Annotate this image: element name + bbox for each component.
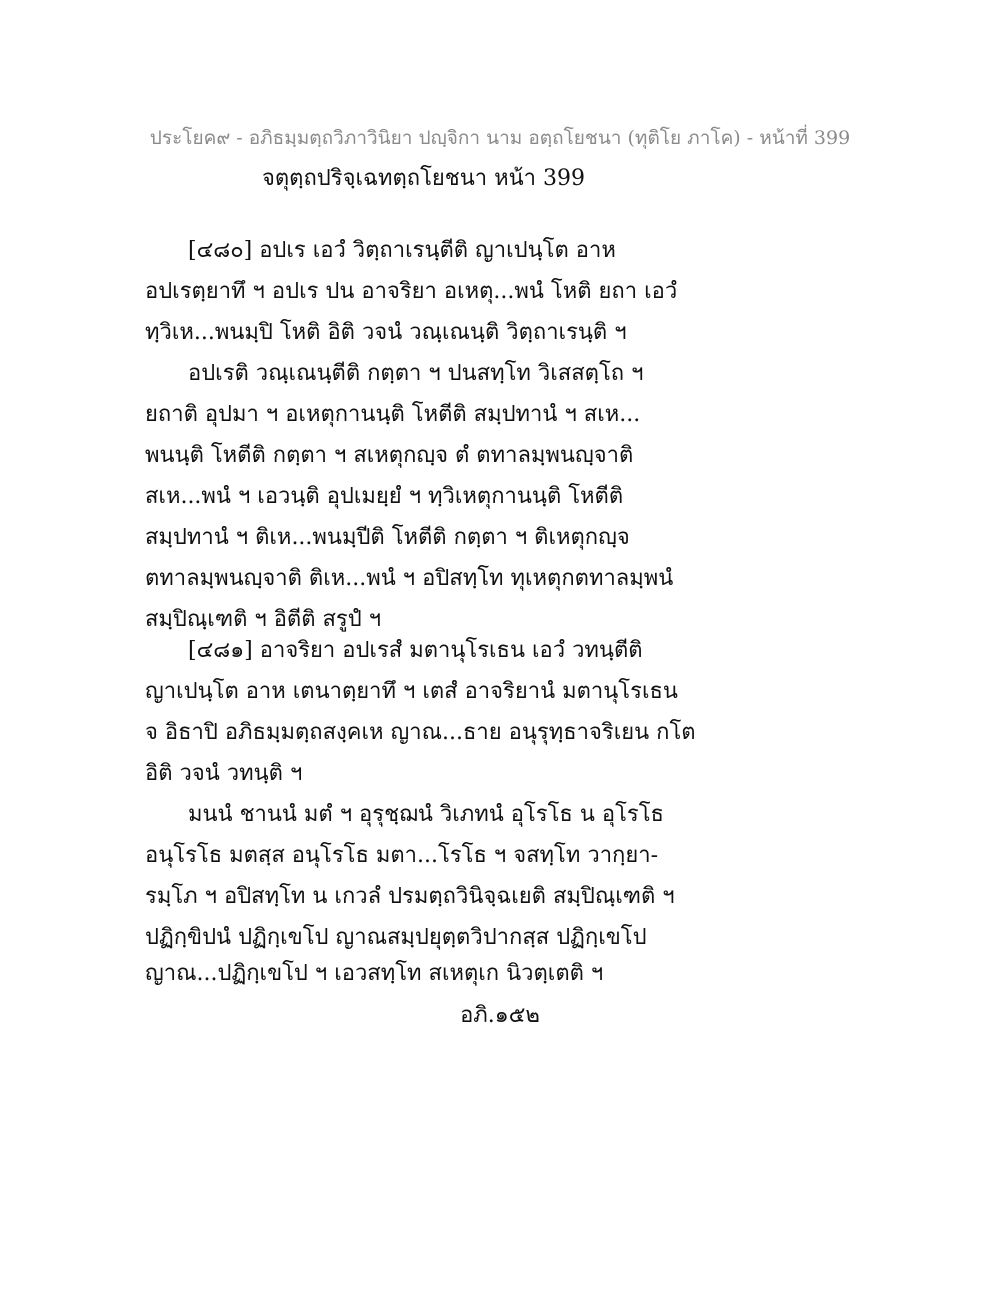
paragraph-line: ตทาลมฺพนญฺจาติ ติเห...พนํ ฯ อปิสทฺโท ทุเหตุกตทาลมฺพนํ: [145, 566, 674, 591]
paragraph-line: อิติ วจนํ วทนฺติ ฯ: [145, 761, 303, 786]
paragraph-line: ทฺวิเห...พนมฺปิ โหติ อิติ วจนํ วณฺเณนฺติ วิตฺถาเรนฺติ ฯ: [145, 320, 627, 345]
paragraph-line: ญาณ...ปฏิกฺเขโป ฯ เอวสทฺโท สเหตุเก นิวตฺเตติ ฯ: [145, 961, 604, 986]
paragraph-line: สมฺปทานํ ฯ ติเห...พนมฺปีติ โหตีติ กตฺตา ฯ ติเหตุกญฺจ: [145, 525, 630, 550]
paragraph-line: พนนฺติ โหตีติ กตฺตา ฯ สเหตุกญฺจ ตํ ตทาลมฺพนญฺจาติ: [145, 443, 634, 468]
paragraph-line: ยถาติ อุปมา ฯ อเหตุกานนฺติ โหตีติ สมฺปทานํ ฯ สเห...: [145, 402, 641, 427]
paragraph-line: [๔๘๑] อาจริยา อปเรสํ มตานุโรเธน เอวํ วทนฺตีติ: [188, 638, 643, 663]
page-reference: อภิ.๑๕๒: [460, 1003, 540, 1028]
paragraph-line: ญาเปนฺโต อาห เตนาตฺยาทึ ฯ เตสํ อาจริยานํ มตานุโรเธน: [145, 679, 678, 704]
paragraph-line: สมฺปิณฺเฑติ ฯ อิตีติ สรูปํ ฯ: [145, 607, 382, 632]
paragraph-line: [๔๘๐] อปเร เอวํ วิตฺถาเรนฺตีติ ญาเปนฺโต อาห: [188, 238, 616, 263]
paragraph-line: รมฺโภ ฯ อปิสทฺโท น เกวลํ ปรมตฺถวินิจฺฉเยติ สมฺปิณฺเฑติ ฯ: [145, 884, 675, 909]
paragraph-line: จ อิธาปิ อภิธมฺมตฺถสงฺคเห ญาณ...ธาย อนุรุทฺธาจริเยน กโต: [145, 720, 696, 745]
paragraph-line: ปฏิกฺขิปนํ ปฏิกฺเขโป ญาณสมฺปยุตฺตวิปากสฺส ปฏิกฺเขโป: [145, 925, 647, 950]
paragraph-line: อนุโรโธ มตสฺส อนุโรโธ มตา...โรโธ ฯ จสทฺโท วากฺยา-: [145, 843, 659, 868]
paragraph-line: อปเรตฺยาทึ ฯ อปเร ปน อาจริยา อเหตุ...พนํ โหติ ยถา เอวํ: [145, 279, 678, 304]
section-title: จตุตฺถปริจฺเฉทตฺถโยชนา หน้า 399: [262, 166, 585, 191]
paragraph-line: สเห...พนํ ฯ เอวนฺติ อุปเมยฺยํ ฯ ทฺวิเหตุกานนฺติ โหตีติ: [145, 484, 624, 509]
running-header: ประโยค๙ - อภิธมฺมตฺถวิภาวินิยา ปญฺจิกา นาม อตฺถโยชนา (ทุติโย ภาโค) - หน้าที่ 399: [149, 127, 851, 149]
paragraph-line: อปเรติ วณฺเณนฺตีติ กตฺตา ฯ ปนสทฺโท วิเสสตฺโถ ฯ: [188, 361, 644, 386]
paragraph-line: มนนํ ชานนํ มตํ ฯ อุรุชฺฌนํ วิเภทนํ อุโรโธ น อุโรโธ: [188, 802, 664, 827]
